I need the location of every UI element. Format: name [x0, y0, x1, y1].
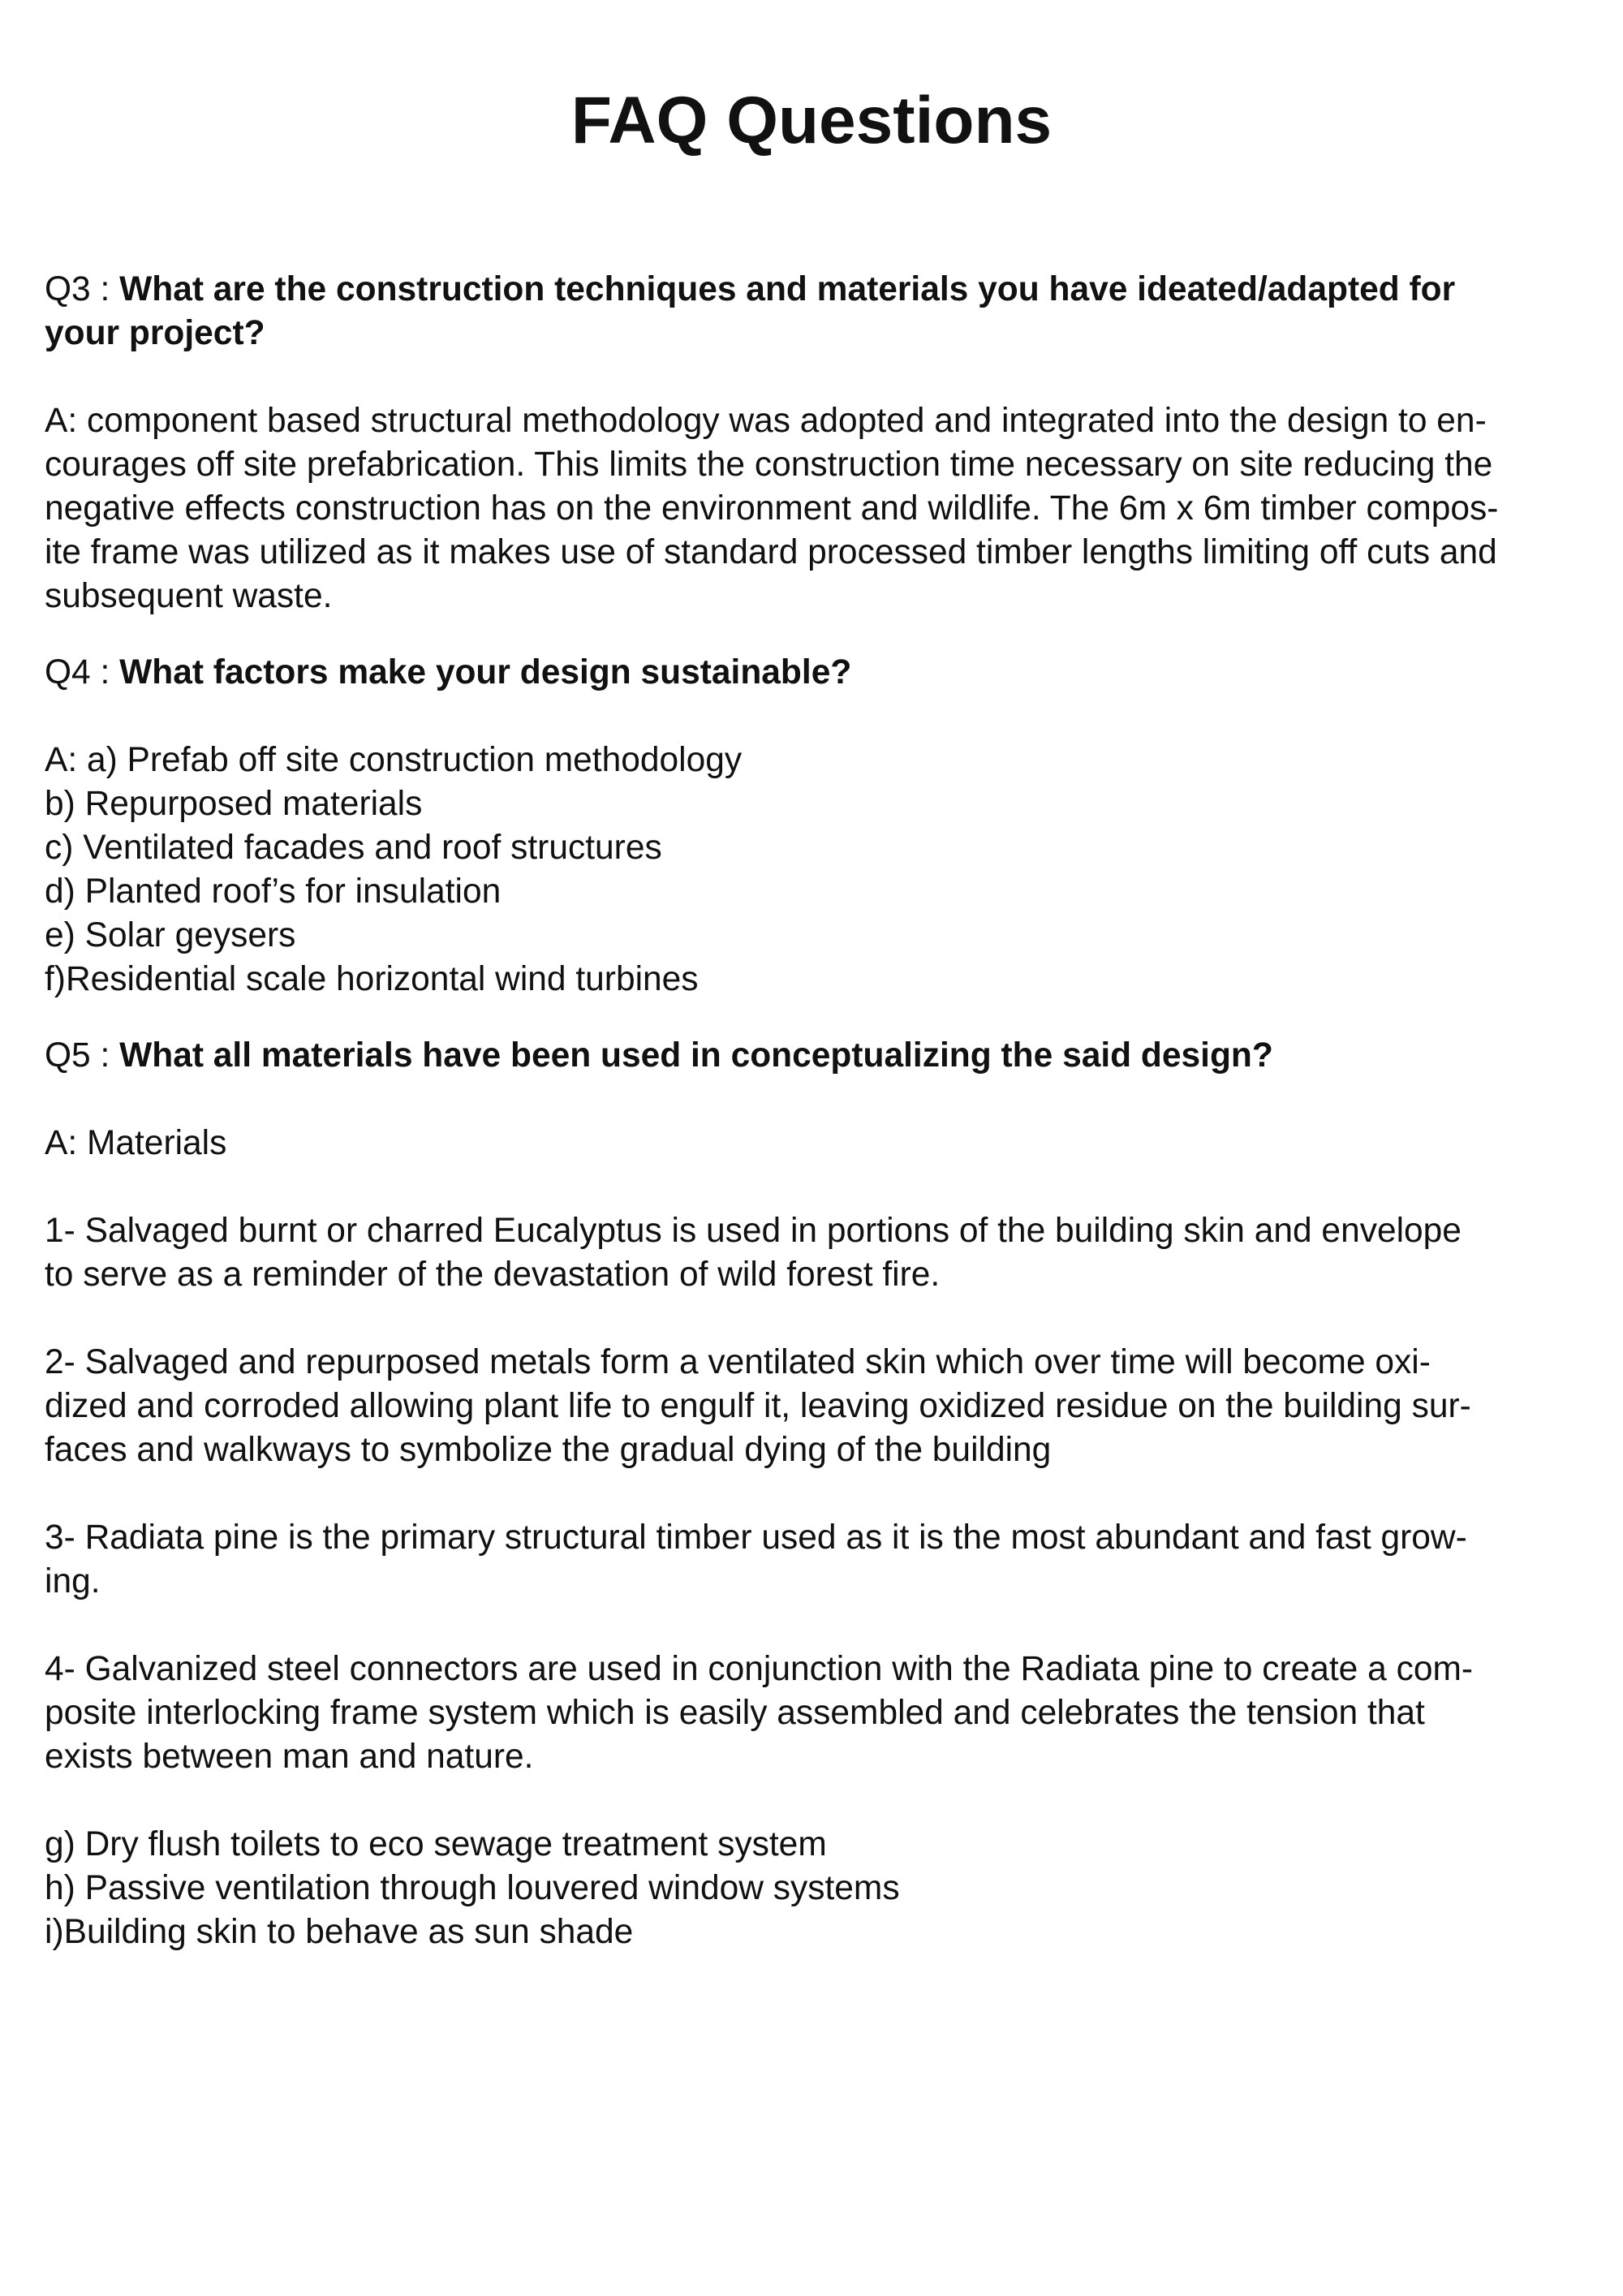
question-q5 — [45, 1034, 1586, 1078]
answer-q3-line: courages off site prefabrication. This limits the construction time necessary on site reducing the — [45, 446, 1493, 484]
answer-q5-extra-list — [45, 1823, 1586, 1954]
question-q3-text-cont: your project? — [45, 314, 265, 352]
question-q4-line — [45, 651, 1586, 695]
question-q5-line — [45, 1034, 1586, 1078]
material-item-3 — [45, 1516, 1586, 1604]
question-q5-text: What all materials have been used in conceptualizing the said design? — [119, 1036, 1273, 1075]
question-q3 — [45, 268, 1586, 355]
list-item: c) Ventilated facades and roof structures — [45, 829, 662, 867]
answer-q5-intro: A: Materials — [45, 1124, 227, 1162]
question-q5-number: Q5 : — [45, 1036, 120, 1075]
material-line: ing. — [45, 1562, 101, 1600]
list-item: g) Dry flush toilets to eco sewage treatment system — [45, 1825, 827, 1863]
answer-q3 — [45, 399, 1586, 618]
answer-q4-list — [45, 739, 1586, 1002]
material-item-2 — [45, 1341, 1586, 1472]
answer-q3-line: A: component based structural methodology was adopted and integrated into the design to en- — [45, 402, 1487, 440]
material-line: 3- Radiata pine is the primary structural timber used as it is the most abundant and fast grow- — [45, 1518, 1467, 1557]
question-q4 — [45, 651, 1586, 695]
material-line: 2- Salvaged and repurposed metals form a ventilated skin which over time will become oxi- — [45, 1343, 1431, 1381]
material-line: dized and corroded allowing plant life to engulf it, leaving oxidized residue on the building sur- — [45, 1387, 1471, 1425]
list-item: e) Solar geysers — [45, 916, 296, 954]
list-item: d) Planted roof’s for insulation — [45, 872, 502, 911]
page-title: FAQ Questions — [570, 84, 1053, 157]
question-q4-text: What factors make your design sustainable? — [119, 653, 852, 691]
material-line: 1- Salvaged burnt or charred Eucalyptus is used in portions of the building skin and envelope — [45, 1212, 1462, 1250]
list-item: b) Repurposed materials — [45, 785, 423, 823]
faq-content — [45, 268, 1586, 1954]
list-item: h) Passive ventilation through louvered window systems — [45, 1869, 900, 1907]
answer-q3-line: ite frame was utilized as it makes use of standard processed timber lengths limiting off cuts and — [45, 533, 1497, 571]
list-item: A: a) Prefab off site construction methodology — [45, 741, 743, 779]
material-item-4 — [45, 1648, 1586, 1779]
answer-q3-line: subsequent waste. — [45, 577, 333, 615]
material-line: posite interlocking frame system which is easily assembled and celebrates the tension that — [45, 1694, 1425, 1732]
question-q3-number: Q3 : — [45, 270, 120, 308]
list-item: f)Residential scale horizontal wind turbines — [45, 960, 699, 998]
question-q3-text: What are the construction techniques and materials you have ideated/adapted for — [119, 270, 1456, 308]
material-line: to serve as a reminder of the devastation of wild forest fire. — [45, 1256, 941, 1294]
list-item: i)Building skin to behave as sun shade — [45, 1913, 634, 1951]
material-line: faces and walkways to symbolize the gradual dying of the building — [45, 1431, 1052, 1469]
question-q4-number: Q4 : — [45, 653, 120, 691]
answer-q3-line: negative effects construction has on the environment and wildlife. The 6m x 6m timber compos- — [45, 489, 1499, 528]
material-item-1 — [45, 1209, 1586, 1297]
material-line: exists between man and nature. — [45, 1738, 534, 1776]
question-q3-line-1 — [45, 268, 1586, 312]
material-line: 4- Galvanized steel connectors are used in conjunction with the Radiata pine to create a com- — [45, 1650, 1474, 1688]
